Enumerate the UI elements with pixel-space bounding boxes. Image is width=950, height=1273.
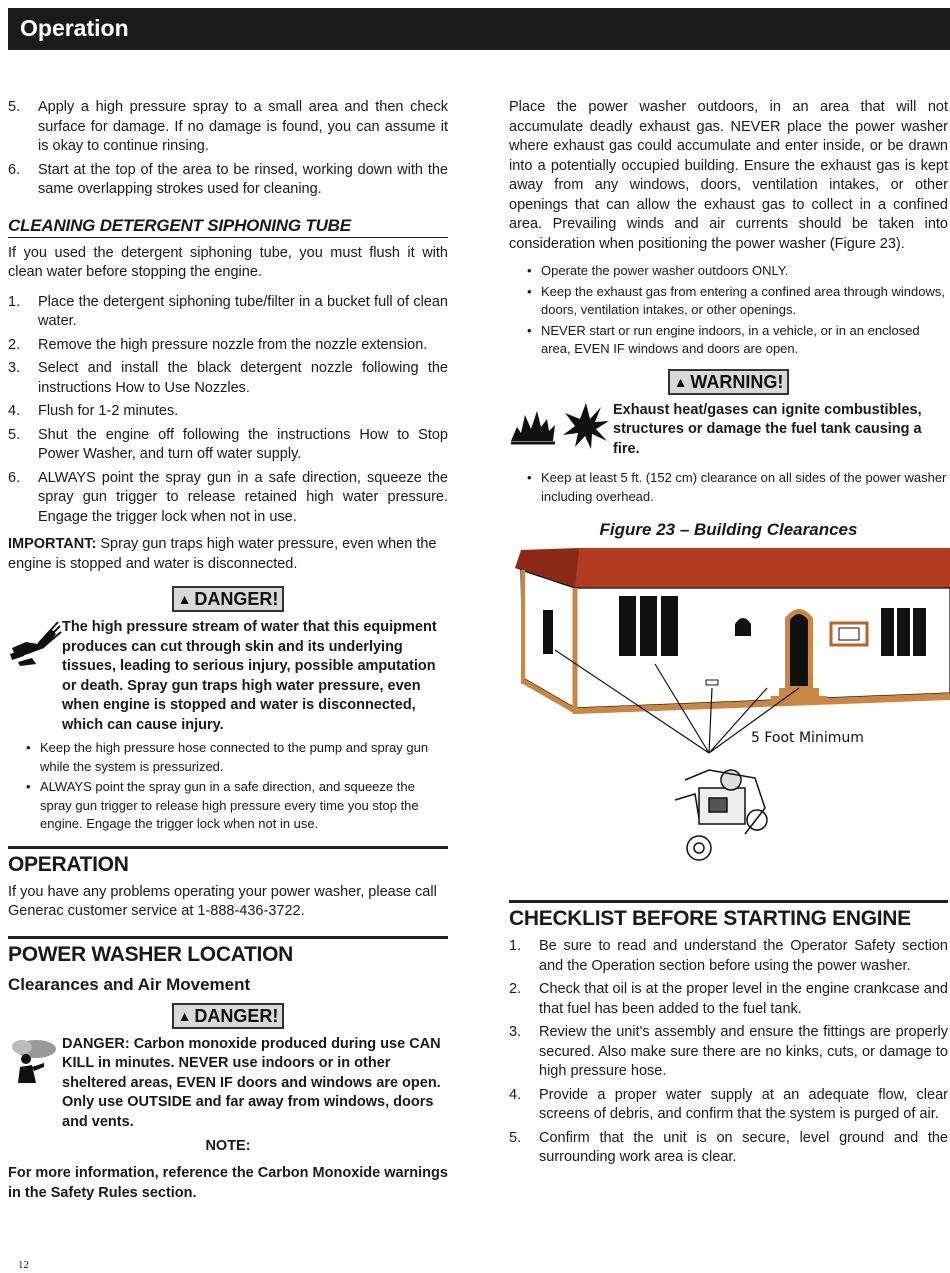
list-item: 6. ALWAYS point the spray gun in a safe direction, squeeze the spray gun trigger to release retained high water pressure. Engage the trigger lock when not in use.: [8, 469, 448, 525]
figure-label: 5 Foot Minimum: [751, 730, 864, 746]
left-column: [8, 98, 448, 1203]
siphon-heading: CLEANING DETERGENT SIPHONING TUBE: [8, 216, 448, 238]
fire-icon: [509, 401, 561, 451]
list-item: 4. Flush for 1-2 minutes.: [8, 403, 179, 419]
danger-co-text: DANGER: Carbon monoxide produced during use CAN KILL in minutes. NEVER use indoors or in other sheltered areas, EVEN IF doors and windows are open. Only use OUTSIDE and far away from windows, doors and vents.: [62, 1035, 441, 1130]
list-item: 2. Check that oil is at the proper level in the engine crankcase and that fuel has been added to the fuel tank.: [509, 981, 948, 1017]
location-heading: POWER WASHER LOCATION: [8, 936, 448, 967]
list-item: 1. Be sure to read and understand the Operator Safety section and the Operation section before using the power washer.: [509, 938, 948, 974]
warning-badge: ▲ WARNING!: [668, 369, 790, 395]
list-item: 3. Review the unit's assembly and ensure the fittings are properly secured. Also make sure there are no kinks, cuts, or damage to high pressure hose.: [509, 1024, 948, 1079]
warning-fire-block: [509, 401, 948, 460]
list-item: 4. Provide a proper water supply at an adequate flow, clear screens of debris, and confirm that the system is purged of air.: [509, 1086, 948, 1122]
list-item: 6. Start at the top of the area to be rinsed, working down with the same overlapping strokes used for cleaning.: [8, 161, 448, 197]
operation-text: If you have any problems operating your power washer, please call Generac customer service at 1-888-436-3722.: [8, 883, 437, 919]
placement-intro: Place the power washer outdoors, in an area that will not accumulate deadly exhaust gas. NEVER place the power washer where exhaust gas could accumulate and enter inside, or be drawn into a potentially occupied building. Ensure the exhaust gas is kept away from any windows, doors, ventilation intakes, or other openings that can allow the exhaust gas to collect in a confined area. Prevailing winds and air currents should be taken into consideration when positioning the power washer (Figure 23).: [509, 99, 948, 252]
clearances-heading: Clearances and Air Movement: [8, 974, 251, 994]
list-item: • Keep at least 5 ft. (152 cm) clearance on all sides of the power washer including overhead.: [527, 469, 948, 506]
list-item: • NEVER start or run engine indoors, in a vehicle, or in an enclosed area, EVEN IF windows and doors are open.: [527, 322, 948, 359]
danger-injection-block: [8, 618, 448, 735]
list-item: 2. Remove the high pressure nozzle from the nozzle extension.: [8, 336, 428, 353]
note-label: NOTE:: [205, 1138, 251, 1154]
list-item: 3. Select and install the black detergent nozzle following the instructions How to Use Nozzles.: [8, 360, 448, 396]
page-title: Operation: [20, 15, 129, 41]
operation-heading: OPERATION: [8, 846, 448, 877]
right-column: [509, 98, 948, 1172]
building-clearances-figure: [509, 548, 950, 880]
list-item: 5. Apply a high pressure spray to a small area and then check surface for damage. If no damage is found, you can assume it is okay to continue rinsing.: [8, 99, 448, 154]
danger-co-block: [8, 1035, 448, 1133]
list-item: • ALWAYS point the spray gun in a safe direction, and squeeze the spray gun trigger to release high pressure every time you stop the engine. Engage the trigger lock when not in use.: [26, 778, 448, 834]
danger-badge-wrap: [8, 1003, 448, 1029]
rinse-steps: [8, 98, 448, 200]
important-text: Spray gun traps high water pressure, even when the engine is stopped and water is disconnected.: [8, 536, 437, 572]
note-text: For more information, reference the Carbon Monoxide warnings in the Safety Rules section.: [8, 1165, 448, 1201]
header-bar: [8, 8, 950, 50]
warning-triangle-icon: ▲: [177, 591, 192, 607]
checklist-heading: CHECKLIST BEFORE STARTING ENGINE: [509, 900, 948, 931]
page-number: 12: [18, 1259, 29, 1271]
siphon-steps: [8, 293, 448, 528]
warning-triangle-icon: ▲: [673, 373, 688, 390]
list-item: 1. Place the detergent siphoning tube/filter in a bucket full of clean water.: [8, 293, 448, 329]
list-item: 5. Confirm that the unit is on secure, level ground and the surrounding work area is clear.: [509, 1129, 948, 1165]
danger-injection-bullets: [8, 739, 448, 834]
list-item: • Operate the power washer outdoors ONLY.: [527, 262, 948, 281]
warning-triangle-icon: ▲: [177, 1007, 192, 1024]
checklist-steps: [509, 937, 948, 1168]
list-item: • Keep the exhaust gas from entering a confined area through windows, doors, ventilation intakes, or other openings.: [527, 283, 948, 320]
warning-fire-bullets: [509, 469, 948, 506]
important-note: [8, 535, 448, 574]
high-pressure-injection-icon: [8, 618, 62, 668]
figure-title: Figure 23 – Building Clearances: [599, 520, 858, 539]
important-label: IMPORTANT:: [8, 536, 97, 552]
danger-badge: ▲ DANGER!: [172, 586, 285, 612]
danger-badge: ▲ DANGER!: [172, 1003, 285, 1029]
warning-badge-wrap: [509, 369, 948, 395]
placement-bullets: [509, 262, 948, 359]
danger-badge-wrap: [8, 586, 448, 612]
danger-injection-text: The high pressure stream of water that this equipment produces can cut through skin and its underlying tissues, leading to serious injury, possible amputation or death. Spray gun traps high water pressure, even when engine is stopped and water is disconnected, which can cause injury.: [62, 619, 437, 733]
toxic-fumes-icon: [8, 1035, 62, 1085]
list-item: • Keep the high pressure hose connected to the pump and spray gun while the system is pressurized.: [26, 739, 448, 776]
explosion-icon: [561, 401, 613, 451]
list-item: 5. Shut the engine off following the instructions How to Stop Power Washer, and turn off water supply.: [8, 426, 448, 462]
siphon-intro: If you used the detergent siphoning tube, you must flush it with clean water before stopping the engine.: [8, 244, 448, 280]
warning-fire-text: Exhaust heat/gases can ignite combustibles, structures or damage the fuel tank causing a fire.: [613, 401, 922, 457]
